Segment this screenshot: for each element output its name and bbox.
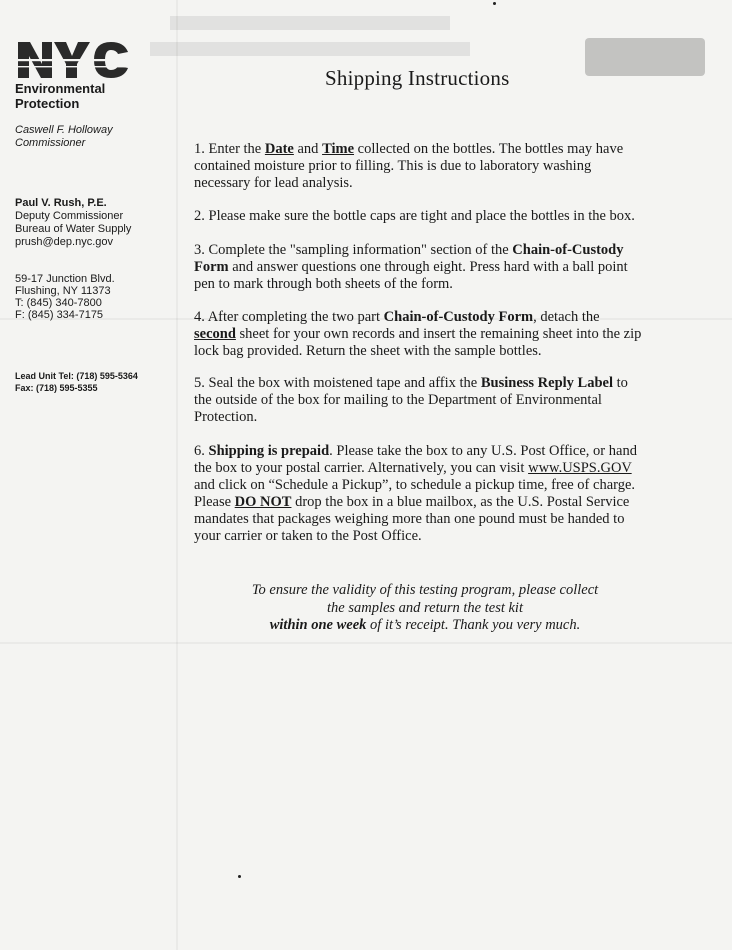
instruction-2: 2. Please make sure the bottle caps are tight and place the bottles in the box. (194, 208, 635, 224)
deputy-name: Paul V. Rush, P.E. (15, 197, 107, 209)
address-block (15, 273, 115, 321)
address-line: Flushing, NY 11373 (15, 285, 111, 297)
commissioner-block (15, 124, 113, 150)
lead-unit-phone: Lead Unit Tel: (718) 595-5364 (15, 371, 138, 381)
deputy-block (15, 197, 131, 249)
closing-note (210, 582, 640, 635)
deputy-bureau: Bureau of Water Supply (15, 223, 132, 235)
fax-line: F: (845) 334-7175 (15, 309, 104, 321)
agency-line: Protection (15, 96, 80, 111)
closing-line: within one week of it’s receipt. Thank you very much. (269, 617, 581, 633)
closing-line: the samples and return the test kit (327, 599, 523, 616)
deputy-title: Deputy Commissioner (15, 210, 124, 222)
instruction-6: 6. Shipping is prepaid. Please take the box to any U.S. Post Office, or hand the box to your postal carrier. Alternatively, you can visit www.USPS.GOV and click on “Schedule a Pickup”, to schedule a pickup time, free of charge. Please DO NOT drop the box in a blue mailbox, as the U.S. Postal Service mandates that packages weighing more than one pound must be handed to your carrier or taken to the Post Office. (194, 443, 637, 544)
commissioner-title: Commissioner (15, 137, 86, 149)
speck (238, 875, 241, 878)
instruction-1: 1. Enter the Date and Time collected on the bottles. The bottles may have contained moisture prior to filling. This is due to laboratory washing necessary for lead analysis. (194, 141, 624, 191)
speck (493, 2, 496, 5)
nyc-logo (14, 38, 134, 80)
commissioner-name: Caswell F. Holloway (15, 124, 113, 136)
closing-line: To ensure the validity of this testing program, please collect (251, 582, 599, 598)
phone-line: T: (845) 340-7800 (15, 297, 102, 309)
bleed-through (150, 8, 470, 68)
instruction-3: 3. Complete the "sampling information" section of the Chain-of-Custody Form and answer questions one through eight. Press hard with a ball point pen to mark through both sheets of the form. (194, 242, 628, 292)
instruction-5: 5. Seal the box with moistened tape and affix the Business Reply Label to the outside of the box for mailing to the Department of Environmental Protection. (194, 375, 628, 425)
paper-fold (176, 0, 178, 950)
agency-line: Environmental (15, 81, 106, 96)
instruction-4: 4. After completing the two part Chain-of-Custody Form, detach the second sheet for your own records and insert the remaining sheet into the zip lock bag provided. Return the sheet with the sample bottles. (194, 309, 642, 359)
lead-unit-block (15, 370, 138, 394)
page-title: Shipping Instructions (325, 66, 510, 90)
deputy-email[interactable]: prush@dep.nyc.gov (15, 236, 114, 248)
agency-name (15, 81, 105, 111)
address-line: 59-17 Junction Blvd. (15, 273, 115, 285)
bleed-through (580, 38, 710, 78)
usps-link[interactable]: www.USPS.GOV (528, 460, 632, 476)
paper-fold (0, 642, 732, 644)
lead-unit-fax: Fax: (718) 595-5355 (15, 383, 98, 393)
